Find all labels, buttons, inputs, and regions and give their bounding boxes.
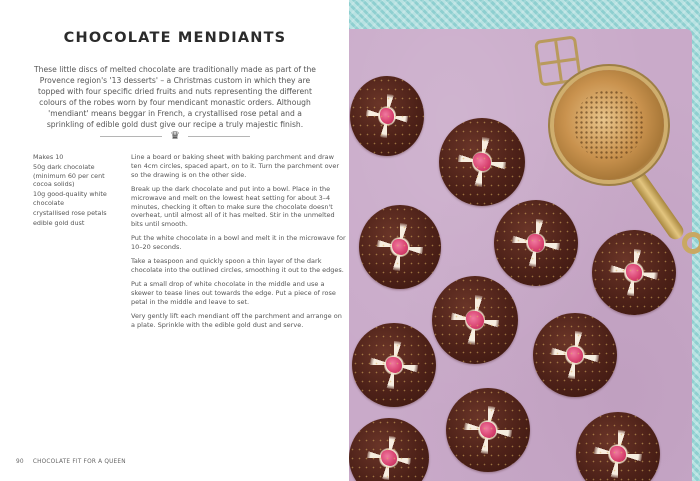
recipe-title: CHOCOLATE MENDIANTS <box>63 30 287 46</box>
recipe-intro: These little discs of melted chocolate are traditionally made as part of the Provence region's '13 desserts' – a Christmas custom in which they are topped with four specific dried fruits and nuts representing the different colours of the robes worn by four mendicant monastic orders. Although 'mendiant' means beggar in French, a crystallised rose petal and a sprinkling of edible gold dust give our recipe a truly majestic finish. <box>34 65 316 129</box>
divider-line-right <box>188 136 250 137</box>
recipe-photo <box>349 0 700 481</box>
mendiant-disc <box>350 76 424 156</box>
ingredients-list <box>33 153 125 228</box>
ingredient-item: crystallised rose petals <box>33 209 107 218</box>
mendiant-disc <box>432 276 518 364</box>
page-number: 90 <box>16 459 24 465</box>
method-step: Put a small drop of white chocolate in the middle and use a skewer to tease lines out towards the edge. Put a piece of rose petal in the middle and leave to set. <box>131 279 336 306</box>
method-step: Very gently lift each mendiant off the parchment and arrange on a plate. Sprinkle with the edible gold dust and serve. <box>131 311 342 329</box>
method-steps <box>131 153 346 334</box>
mendiant-disc <box>592 230 676 315</box>
method-step: Take a teaspoon and quickly spoon a thin layer of the dark chocolate into the outlined circles, smoothing it out to the edges. <box>131 257 344 274</box>
method-step: Line a board or baking sheet with baking parchment and draw ten 4cm circles, spaced apart, on to it. Turn the parchment over so the drawing is on the other side. <box>131 153 340 179</box>
mendiant-disc <box>359 205 441 289</box>
ornamental-divider <box>100 130 250 142</box>
mendiant-disc <box>352 323 436 407</box>
yield-label: Makes 10 <box>33 153 64 161</box>
ingredient-item: 50g dark chocolate (minimum 60 per cent cocoa solids) <box>33 163 105 189</box>
mendiant-disc <box>439 118 525 206</box>
running-title: CHOCOLATE FIT FOR A QUEEN <box>32 459 126 465</box>
ingredient-item: edible gold dust <box>33 219 85 228</box>
strainer-handle-loop <box>682 232 700 254</box>
mendiant-disc <box>494 200 578 286</box>
crown-icon: ♛ <box>170 129 180 142</box>
strainer-mesh <box>574 90 644 160</box>
strainer-ornate-handle <box>534 35 582 86</box>
mendiant-disc <box>446 388 530 472</box>
divider-line-left <box>100 136 162 137</box>
ingredient-item: 10g good-quality white chocolate <box>33 190 107 207</box>
page-footer <box>16 459 126 465</box>
mendiant-disc <box>533 313 617 397</box>
method-step: Put the white chocolate in a bowl and melt it in the microwave for 10–20 seconds. <box>131 234 346 252</box>
method-step: Break up the dark chocolate and put into a bowl. Place in the microwave and melt on the lowest heat setting for about 3–4 minutes, checking it often to make sure the chocolate doesn't overheat, until almost all of it has melted. Stir in the unmelted bits until smooth. <box>131 184 335 229</box>
